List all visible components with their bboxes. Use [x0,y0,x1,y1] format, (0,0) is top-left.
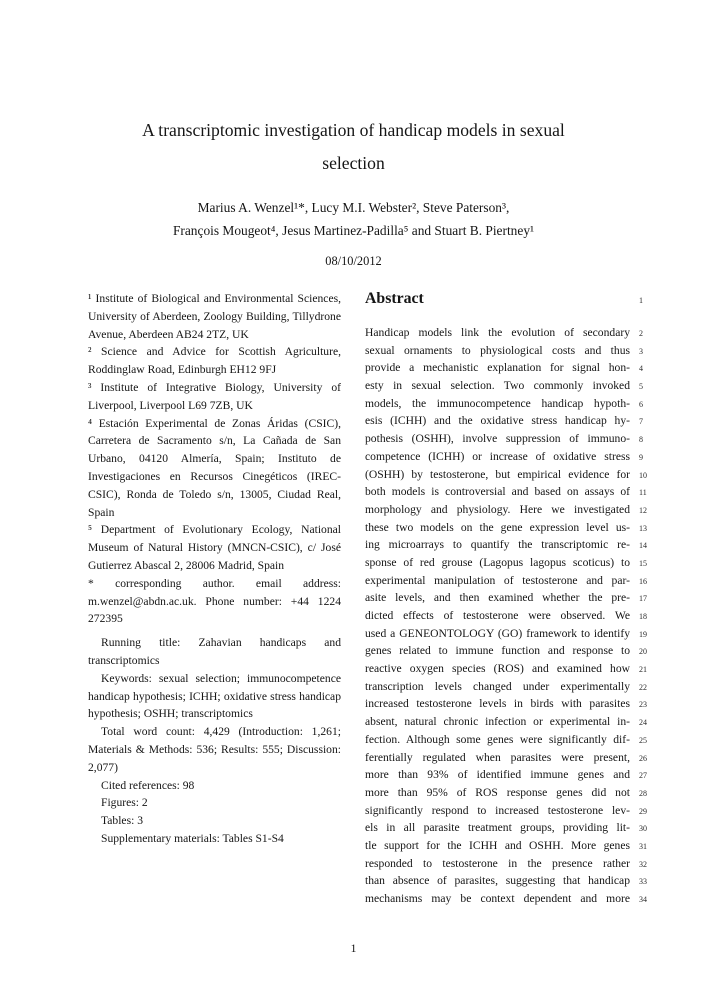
affiliation-paragraph: * corresponding author. email address: m.wenzel@abdn.ac.uk. Phone number: +44 1224 272395 [88,576,341,626]
abstract-line-text: reactive oxygen species (ROS) and examined how [365,662,630,676]
line-number: 13 [639,523,647,533]
abstract-line [365,872,665,890]
abstract-line-text: tle support for the ICHH and OSHH. More genes [365,838,630,852]
line-number: 31 [639,841,647,851]
author-list [0,196,707,242]
abstract-line [365,784,665,802]
paper-title-line-1: A transcriptomic investigation of handicap models in sexual [142,120,565,140]
abstract-line-text: els in all parasite treatment groups, providing lit- [365,821,630,835]
abstract-line-text: responded to testosterone in the presence rather [365,856,630,870]
abstract-line [365,324,665,342]
abstract-line [365,466,665,484]
abstract-line-text: these two models on the gene expression level us- [365,520,630,534]
abstract-line [365,695,665,713]
abstract-line [365,377,665,395]
line-number: 4 [639,364,643,374]
abstract-line-text: (OSHH) by testosterone, but empirical evidence for [365,467,630,481]
left-column [88,290,341,848]
abstract-line-text: ferentially regulated when parasites were present, [365,750,630,764]
abstract-line-text: absent, natural chronic infection or experimental in- [365,715,630,729]
abstract-line-text: dicted effects of testosterone were observed. We [365,609,630,622]
abstract-line-text: sponse of red grouse (Lagopus lagopus scoticus) to [365,555,630,569]
abstract-line [365,430,665,448]
abstract-line [365,342,665,360]
line-number: 11 [639,488,647,498]
abstract-line [365,819,665,837]
authors-line-1: Marius A. Wenzel¹*, Lucy M.I. Webster², Steve Paterson³, [197,200,510,215]
line-number: 16 [639,576,647,586]
abstract-line [365,607,665,625]
abstract-line [365,536,665,554]
abstract-line-text: models, the immunocompetence handicap hypoth- [365,396,630,410]
meta-paragraph: Total word count: 4,429 (Introduction: 1,261; Materials & Methods: 536; Results: 555; Discussion: 2,077) [88,725,341,774]
abstract-line [365,731,665,749]
line-number: 34 [639,895,647,904]
abstract-line [365,572,665,590]
line-number: 20 [639,647,647,657]
abstract-line-text: competence (ICHH) or increase of oxidative stress [365,449,630,463]
line-number: 26 [639,753,647,763]
abstract-line [365,519,665,537]
affiliations-block [88,290,341,628]
line-number: 1 [639,296,643,305]
abstract-line-text: asite levels, and then examined whether the pre- [365,591,630,605]
abstract-line-text: both models is controversial and based on assays of [365,485,630,499]
abstract-line [365,412,665,430]
affiliation-paragraph: ² Science and Advice for Scottish Agriculture, Roddinglaw Road, Edinburgh EH12 9FJ [88,345,341,377]
meta-paragraph: Cited references: 98 [101,778,195,792]
abstract-line-text: fection. Although some genes were significantly dif- [365,732,630,746]
abstract-heading: Abstract [365,290,424,307]
abstract-line-text: mechanisms may be context dependent and more [365,892,630,905]
abstract-lines [365,324,665,908]
meta-block [88,634,341,848]
line-number: 10 [639,470,647,480]
abstract-line-text: more than 95% of ROS response genes did not [365,785,630,799]
line-number: 17 [639,594,647,604]
affiliation-paragraph: ⁵ Department of Evolutionary Ecology, National Museum of Natural History (MNCN-CSIC), c/ José Gutierrez Abascal 2, 28006 Madrid, Spain [88,523,341,572]
abstract-line-text: than absence of parasites, suggesting that handicap [365,874,630,888]
abstract-line [365,501,665,519]
line-number: 3 [639,346,643,356]
abstract-column [365,290,665,908]
abstract-line [365,589,665,607]
line-number: 30 [639,824,647,834]
affiliation-paragraph: ³ Institute of Integrative Biology, University of Liverpool, Liverpool L69 7ZB, UK [88,380,341,412]
line-number: 29 [639,806,647,816]
abstract-line-text: esty in sexual selection. Two commonly invoked [365,379,630,393]
abstract-line-text: morphology and physiology. Here we investigated [365,502,630,516]
line-number: 14 [639,541,647,551]
abstract-line [365,749,665,767]
paper-title [0,114,707,180]
abstract-line-text: more than 93% of identified immune genes and [365,768,630,782]
abstract-line-text: sexual ornaments to physiological costs and thus [365,343,630,357]
abstract-line [365,802,665,820]
line-number: 19 [639,629,647,639]
abstract-line-text: genes related to immune function and response to [365,644,630,658]
abstract-line [365,660,665,678]
meta-paragraph: Supplementary materials: Tables S1-S4 [101,831,284,845]
abstract-line [365,483,665,501]
line-number: 9 [639,452,643,462]
line-number: 23 [639,700,647,710]
abstract-line [365,678,665,696]
line-number: 15 [639,558,647,568]
abstract-line [365,890,665,908]
abstract-line [365,395,665,413]
line-number: 27 [639,771,647,781]
abstract-line-text: significantly respond to increased testosterone lev- [365,803,630,817]
abstract-line [365,359,665,377]
paper-header [0,0,707,269]
abstract-line-text: experimental manipulation of testosterone and par- [365,573,630,587]
authors-line-2: François Mougeot⁴, Jesus Martinez-Padilla⁵ and Stuart B. Piertney¹ [172,223,535,238]
line-number: 25 [639,735,647,745]
abstract-line [365,448,665,466]
paper-date: 08/10/2012 [325,254,382,268]
line-number: 8 [639,435,643,445]
abstract-line-text: used a GENEONTOLOGY (GO) framework to identify [365,626,630,640]
two-column-body [88,290,707,908]
abstract-line [365,642,665,660]
abstract-line-text: esis (ICHH) and the oxidative stress handicap hy- [365,414,630,428]
abstract-header-row [365,290,665,308]
line-number: 6 [639,399,643,409]
meta-paragraph: Running title: Zahavian handicaps and transcriptomics [88,636,341,667]
line-number: 33 [639,877,647,887]
abstract-line-text: Handicap models link the evolution of secondary [365,326,630,339]
line-number: 24 [639,718,647,728]
abstract-line-text: ing microarrays to quantify the transcriptomic re- [365,538,630,552]
affiliation-paragraph: ⁴ Estación Experimental de Zonas Áridas (CSIC), Carretera de Sacramento s/n, La Cañada de San Urbano, 04120 Almería, Spain; Instituto de Investigaciones en Recursos Cinegéticos (IREC-CSIC), Ronda de Toledo s/n, 13005, Ciudad Real, Spain [88,416,341,519]
line-number: 12 [639,505,647,515]
abstract-line [365,625,665,643]
meta-paragraph: Keywords: sexual selection; immunocompetence handicap hypothesis; ICHH; oxidative stress handicap hypothesis; OSHH; transcriptomics [88,671,341,721]
abstract-line [365,554,665,572]
abstract-line [365,837,665,855]
line-number: 22 [639,682,647,692]
line-number: 7 [639,417,643,427]
abstract-line [365,713,665,731]
meta-paragraph: Figures: 2 [101,796,148,810]
line-number: 18 [639,612,647,621]
abstract-line [365,855,665,873]
line-number: 21 [639,665,647,675]
abstract-line-text: pothesis (OSHH), involve suppression of immuno- [365,432,630,446]
line-number: 2 [639,329,643,338]
line-number: 5 [639,382,643,392]
abstract-line-text: transcription levels changed under experimentally [365,679,630,693]
meta-paragraph: Tables: 3 [101,814,144,828]
line-number: 28 [639,788,647,798]
abstract-line-text: provide a mechanistic explanation for signal hon- [365,361,630,375]
paper-title-line-2: selection [322,153,385,173]
page-number: 1 [350,941,357,955]
abstract-line-text: increased testosterone levels in birds with parasites [365,697,630,711]
line-number: 32 [639,859,647,869]
affiliation-paragraph: ¹ Institute of Biological and Environmental Sciences, University of Aberdeen, Zoology Building, Tillydrone Avenue, Aberdeen AB24 2TZ, UK [88,292,341,341]
abstract-line [365,766,665,784]
